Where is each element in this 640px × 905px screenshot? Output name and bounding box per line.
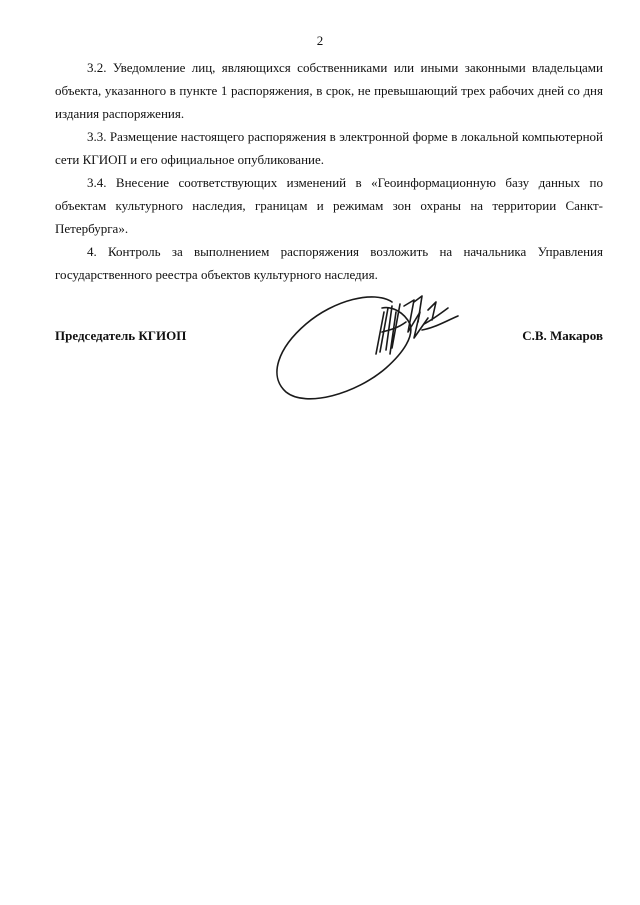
signatory-name: С.В. Макаров (522, 328, 603, 343)
paragraph-4: 4. Контроль за выполнением распоряжения возложить на начальника Управления государственного реестра объектов культурного наследия. (55, 244, 603, 282)
document-body (55, 56, 603, 286)
paragraph-3-2: 3.2. Уведомление лиц, являющихся собственниками или иными законными владельцами объекта, указанного в пункте 1 распоряжения, в срок, не превышающий трех рабочих дней со дня издания распоряжения. (55, 60, 603, 121)
handwritten-signature-icon (264, 272, 474, 407)
paragraph-3-4: 3.4. Внесение соответствующих изменений в «Геоинформационную базу данных по объектам культурного наследия, границам и режимам зон охраны на территории Санкт-Петербурга». (55, 175, 603, 236)
signatory-role: Председатель КГИОП (55, 328, 187, 343)
paragraph-3-3: 3.3. Размещение настоящего распоряжения в электронной форме в локальной компьютерной сети КГИОП и его официальное опубликование. (55, 129, 603, 167)
page-number: 2 (316, 33, 324, 48)
